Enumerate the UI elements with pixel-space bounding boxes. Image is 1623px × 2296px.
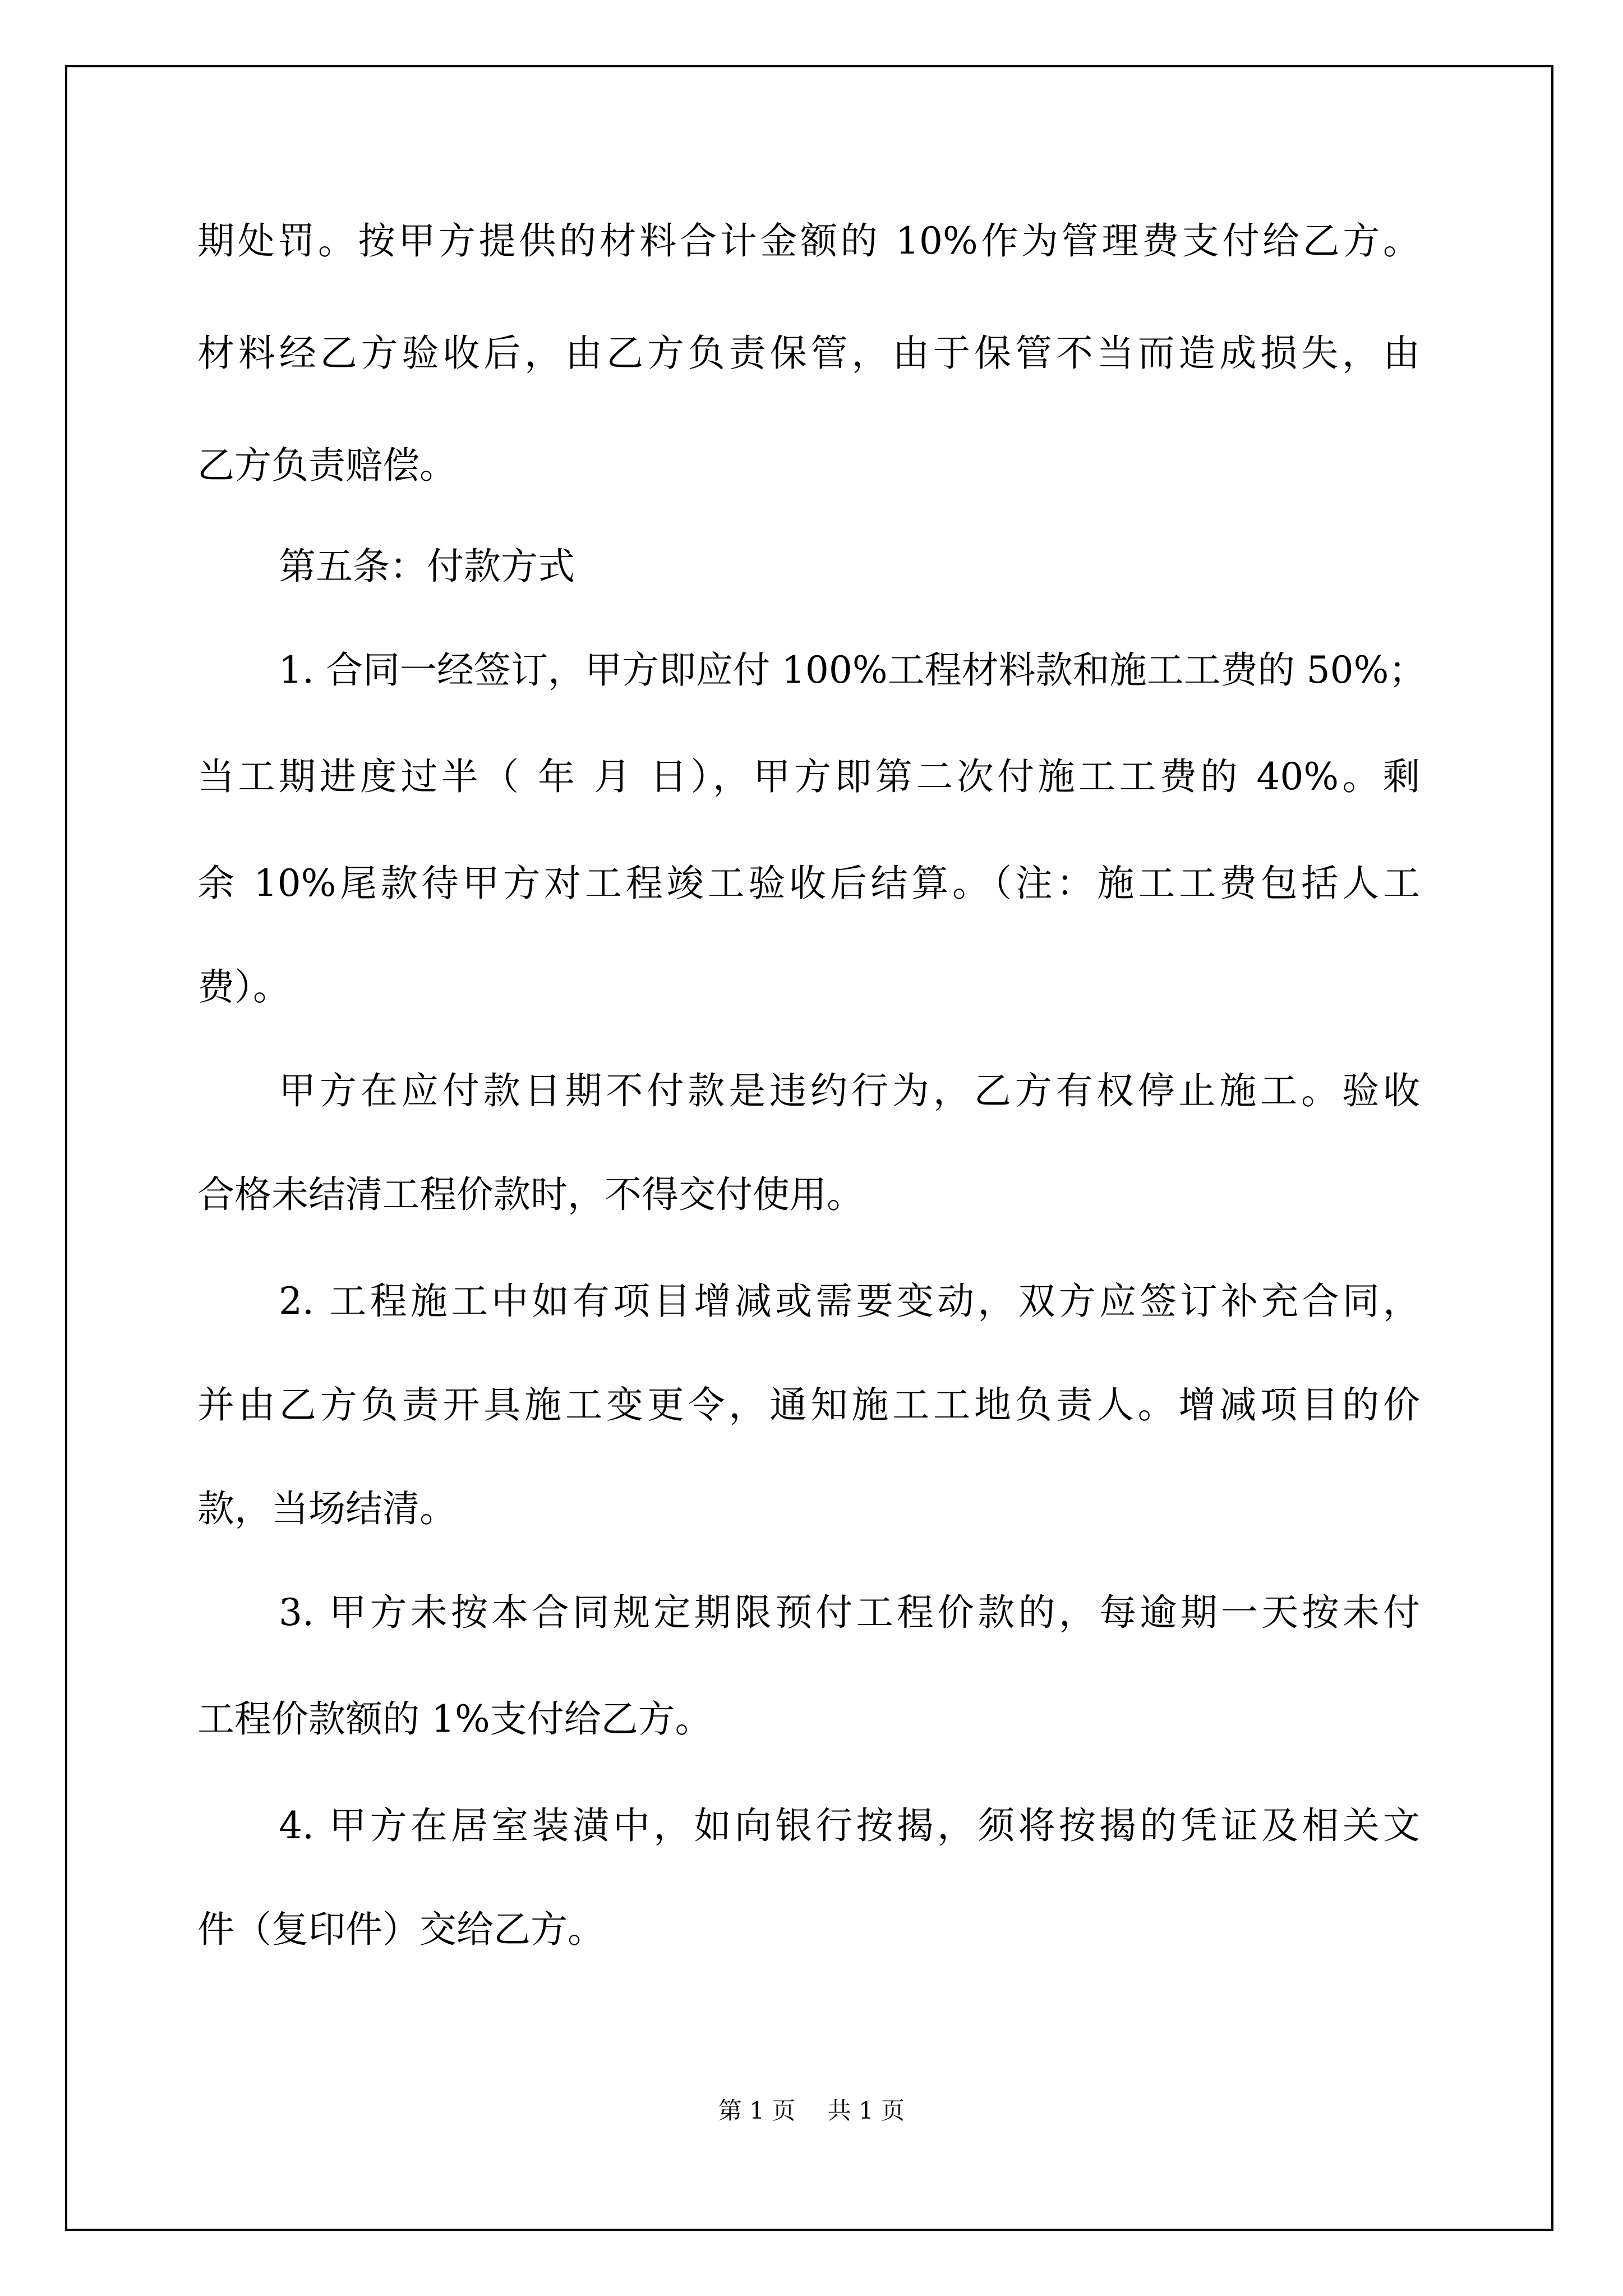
total-page-count: 共 1 页 <box>827 2097 905 2124</box>
text-line: 余 10%尾款待甲方对工程竣工验收后结算。（注：施工工费包括人工 <box>197 862 1420 905</box>
text-line: 件（复印件）交给乙方。 <box>197 1908 605 1951</box>
text-line: 3. 甲方未按本合同规定期限预付工程价款的，每逾期一天按未付 <box>279 1591 1420 1634</box>
text-line: 4. 甲方在居室装潢中，如向银行按揭，须将按揭的凭证及相关文 <box>279 1804 1420 1847</box>
text-line: 甲方在应付款日期不付款是违约行为，乙方有权停止施工。验收 <box>279 1069 1420 1112</box>
current-page-number: 第 1 页 <box>718 2097 796 2124</box>
section-heading: 第五条：付款方式 <box>279 545 575 588</box>
text-line: 款，当场结清。 <box>197 1487 457 1530</box>
text-line: 并由乙方负责开具施工变更令，通知施工工地负责人。增减项目的价 <box>197 1383 1420 1427</box>
text-line: 合格未结清工程价款时，不得交付使用。 <box>197 1173 864 1216</box>
text-line: 当工期进度过半（ 年 月 日），甲方即第二次付施工工费的 40%。剩 <box>197 755 1420 798</box>
text-line: 工程价款额的 1%支付给乙方。 <box>197 1697 712 1741</box>
page-footer <box>0 2092 1623 2126</box>
text-line: 费）。 <box>197 965 290 1009</box>
text-line: 材料经乙方验收后，由乙方负责保管，由于保管不当而造成损失，由 <box>197 332 1420 375</box>
text-line: 1. 合同一经签订，甲方即应付 100%工程材料款和施工工费的 50%； <box>279 648 1426 692</box>
text-line: 乙方负责赔偿。 <box>197 444 457 487</box>
text-line: 2. 工程施工中如有项目增减或需要变动，双方应签订补充合同， <box>279 1280 1420 1323</box>
text-line: 期处罚。按甲方提供的材料合计金额的 10%作为管理费支付给乙方。 <box>197 219 1420 263</box>
